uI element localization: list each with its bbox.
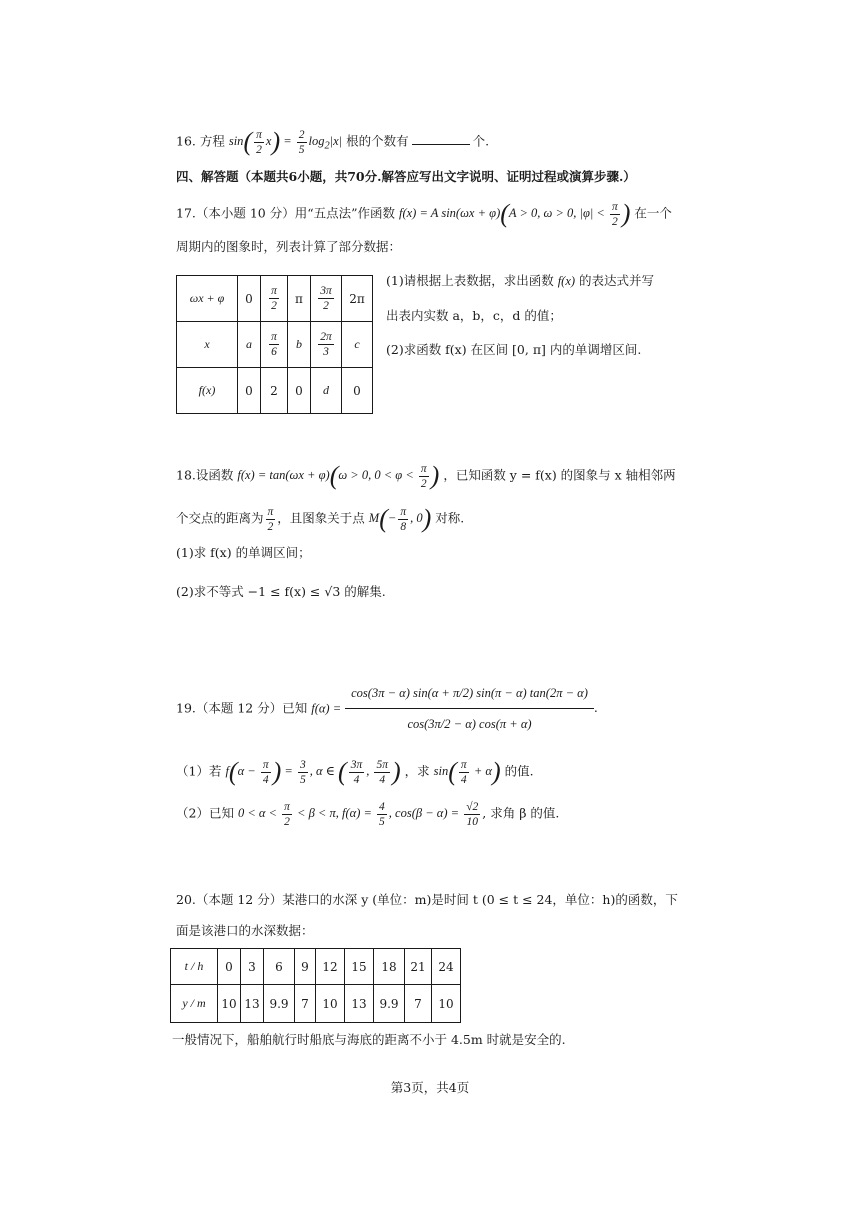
q20-table [170, 948, 461, 1023]
q17-part2: (2)求函数 f(x) 在区间 [0, π] 内的单调增区间. [386, 342, 642, 357]
answer-blank [412, 132, 470, 145]
q18-function: f(x) = tan(ωx + φ)(ω > 0, 0 < φ < $\frac{\pi}{2}$ ) [237, 461, 440, 491]
q19-part1: （1）若 f(α − $\frac{\pi}{4}$ ) = $\frac{3}{5}$ , α ∈ ( $\frac{3\pi}{4}$ , $\frac{5\pi}{4}$ ) ，求 sin( $\frac{\pi}{4}$ + α) 的值. [176, 757, 534, 787]
q19-part2: （2）已知 0 < α < $\frac{\pi}{2}$ < β < π, f(α) = $\frac{4}{5}$ , cos(β − α) = $\frac{√2}{10}$ , 求角 β 的值. [176, 801, 560, 828]
table-row: y / m 10 13 9.9 7 10 13 9.9 7 10 [171, 985, 461, 1023]
q20-line2: 面是该港口的水深数据： [176, 923, 314, 938]
q20-line1: 20.（本题 12 分）某港口的水深 y (单位：m)是时间 t (0 ≤ t ≤ 24，单位：h)的函数，下 [176, 892, 678, 907]
q18-part2: (2)求不等式 −1 ≤ f(x) ≤ √3 的解集. [176, 584, 386, 599]
section-heading: 四、解答题（本题共6小题，共70分.解答应写出文字说明、证明过程或演算步骤.） [176, 169, 636, 184]
table-row: t / h 0 3 6 9 12 15 18 21 24 [171, 949, 461, 985]
q18-line2: 个交点的距离为 $\frac{\pi}{2}$ ，且图象关于点 M(− $\frac{\pi}{8}$ , 0) 对称. [176, 504, 465, 534]
q18-line1: 18.设函数 f(x) = tan(ωx + φ)(ω > 0, 0 < φ < $\frac{\pi}{2}$ ) ，已知函数 y = f(x) 的图象与 x 轴相邻两 [176, 461, 676, 491]
q17-part1: (1)请根据上表数据，求出函数 f(x) 的表达式并写 [386, 273, 655, 288]
q16-equation: sin( $\frac{\pi}{2}$ x) = $\frac{2}{5}$ $\log_2|x|$ [228, 127, 343, 157]
q16-line: 16. 方程 sin( $\frac{\pi}{2}$ x) = $\frac{2}{5}$ $\log_2|x|$ 根的个数有 个. [176, 127, 490, 157]
q19-line: 19.（本题 12 分）已知 f(α) = $\frac{\cos(3\pi - \alpha) \sin(\alpha + \pi/2) \sin(\pi - \alpha) \tan(2\pi - \alpha)}{\cos(3\pi/2 - \alpha) \cos(\pi + \alpha)}$ . [176, 678, 598, 739]
q19-fraction: $\frac{\cos(3\pi - \alpha) \sin(\alpha + \pi/2) \sin(\pi - \alpha) \tan(2\pi - \alpha)}{\cos(3\pi/2 - \alpha) \cos(\pi + \alpha)}$ [345, 678, 594, 739]
q17-line2: 周期内的图象时，列表计算了部分数据： [176, 239, 402, 254]
q17-line1: 17.（本小题 10 分）用“五点法”作函数 f(x) = A sin(ωx + φ)(A > 0, ω > 0, |φ| < $\frac{\pi}{2}$ ) 在一个 [176, 199, 672, 229]
q18-part1: (1)求 f(x) 的单调区间； [176, 545, 311, 560]
q17-table: ωx + φ 0 $\frac{\pi}{2}$ π $\frac{3\pi}{2}$ 2π x a $\frac{\pi}{6}$ b $\frac{2\pi}{3}$ c f(x) 0 2 0 d 0 [176, 275, 373, 414]
page-footer: 第3页，共4页 [390, 1080, 470, 1095]
q17-function: f(x) = A sin(ωx + φ)(A > 0, ω > 0, |φ| < $\frac{\pi}{2}$ ) [399, 199, 631, 229]
q17-part1-cont: 出表内实数 a，b，c，d 的值； [386, 308, 562, 323]
q20-note: 一般情况下，船舶航行时船底与海底的距离不小于 4.5m 时就是安全的. [172, 1032, 566, 1047]
